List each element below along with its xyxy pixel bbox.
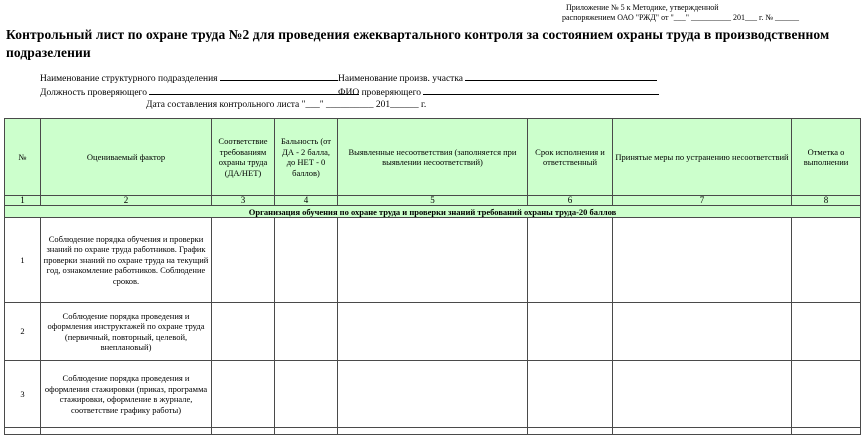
completion-cell[interactable]: [792, 361, 861, 428]
column-number: 8: [792, 196, 861, 206]
column-number-row: [5, 196, 861, 206]
annex-line-2: распоряжением ОАО "РЖД" от "___" __________ 201___ г. № ______: [562, 13, 800, 22]
date-field: [146, 99, 426, 111]
date-blank[interactable]: "___" __________ 201______ г.: [301, 100, 427, 110]
subdivision-blank[interactable]: [220, 71, 338, 81]
empty-cell: [792, 428, 861, 435]
row-number: 3: [5, 361, 41, 428]
annex-line-1: Приложение № 5 к Методике, утвержденной: [566, 3, 719, 12]
section-title: Организация обучения по охране труда и проверки знаний требований охраны труда-20 баллов: [5, 206, 861, 218]
subdivision-field: [40, 71, 338, 85]
table-row: [5, 303, 861, 361]
table-row-partial: [5, 428, 861, 435]
compliance-cell[interactable]: [212, 303, 275, 361]
inspector-field: [338, 85, 659, 99]
deadline-cell[interactable]: [528, 303, 613, 361]
compliance-cell[interactable]: [212, 218, 275, 303]
section-row: [5, 206, 861, 218]
factor-cell: Соблюдение порядка обучения и проверки знаний по охране труда работников. График проверки знаний по охране труда на текущий год, ознакомление работников. Соблюдение сроков.: [41, 218, 212, 303]
column-number: 1: [5, 196, 41, 206]
completion-cell[interactable]: [792, 218, 861, 303]
table-row: [5, 361, 861, 428]
score-cell[interactable]: [275, 361, 338, 428]
header-deadline: Срок исполнения и ответственный: [528, 119, 613, 196]
nonconformities-cell[interactable]: [338, 303, 528, 361]
row-number: 2: [5, 303, 41, 361]
score-cell[interactable]: [275, 218, 338, 303]
table-row: [5, 218, 861, 303]
empty-cell: [212, 428, 275, 435]
nonconformities-cell[interactable]: [338, 361, 528, 428]
site-blank[interactable]: [465, 71, 657, 81]
date-label: Дата составления контрольного листа: [146, 100, 300, 110]
empty-cell: [275, 428, 338, 435]
header-compliance: Соответствие требованиям охраны труда (ДА/НЕТ): [212, 119, 275, 196]
column-number: 4: [275, 196, 338, 206]
empty-cell: [613, 428, 792, 435]
position-field: [40, 85, 359, 99]
inspector-blank[interactable]: [423, 85, 659, 95]
row-number: 1: [5, 218, 41, 303]
inspector-label: ФИО проверяющего: [338, 88, 421, 98]
column-number: 2: [41, 196, 212, 206]
subdivision-label: Наименование структурного подразделения: [40, 74, 218, 84]
compliance-cell[interactable]: [212, 361, 275, 428]
deadline-cell[interactable]: [528, 218, 613, 303]
header-factor: Оцениваемый фактор: [41, 119, 212, 196]
column-number: 5: [338, 196, 528, 206]
header-number: №: [5, 119, 41, 196]
measures-cell[interactable]: [613, 218, 792, 303]
header-score: Бальность (от ДА - 2 балла, до НЕТ - 0 баллов): [275, 119, 338, 196]
header-nonconformities: Выявленные несоответствия (заполняется при выявлении несоответствий): [338, 119, 528, 196]
factor-cell: Соблюдение порядка проведения и оформления стажировки (приказ, программа стажировки, оформление в журнале, соответствие графику работы): [41, 361, 212, 428]
factor-cell: Соблюдение порядка проведения и оформления инструктажей по охране труда (первичный, повторный, целевой, внеплановый): [41, 303, 212, 361]
column-number: 6: [528, 196, 613, 206]
measures-cell[interactable]: [613, 361, 792, 428]
empty-cell: [338, 428, 528, 435]
measures-cell[interactable]: [613, 303, 792, 361]
header-measures: Принятые меры по устранению несоответствий: [613, 119, 792, 196]
empty-cell: [5, 428, 41, 435]
column-number: 7: [613, 196, 792, 206]
column-number: 3: [212, 196, 275, 206]
empty-cell: [528, 428, 613, 435]
document-title: Контрольный лист по охране труда №2 для проведения ежеквартального контроля за состоянием охраны труда в производственном подразелении: [6, 27, 830, 60]
header-completion: Отметка о выполнении: [792, 119, 861, 196]
deadline-cell[interactable]: [528, 361, 613, 428]
empty-cell: [41, 428, 212, 435]
checklist-table: [4, 118, 861, 435]
header-row: [5, 119, 861, 196]
score-cell[interactable]: [275, 303, 338, 361]
position-blank[interactable]: [149, 85, 359, 95]
site-label: Наименование произв. участка: [338, 74, 464, 84]
site-field: [338, 71, 657, 85]
nonconformities-cell[interactable]: [338, 218, 528, 303]
completion-cell[interactable]: [792, 303, 861, 361]
annex-note: [562, 3, 862, 23]
position-label: Должность проверяющего: [40, 88, 147, 98]
